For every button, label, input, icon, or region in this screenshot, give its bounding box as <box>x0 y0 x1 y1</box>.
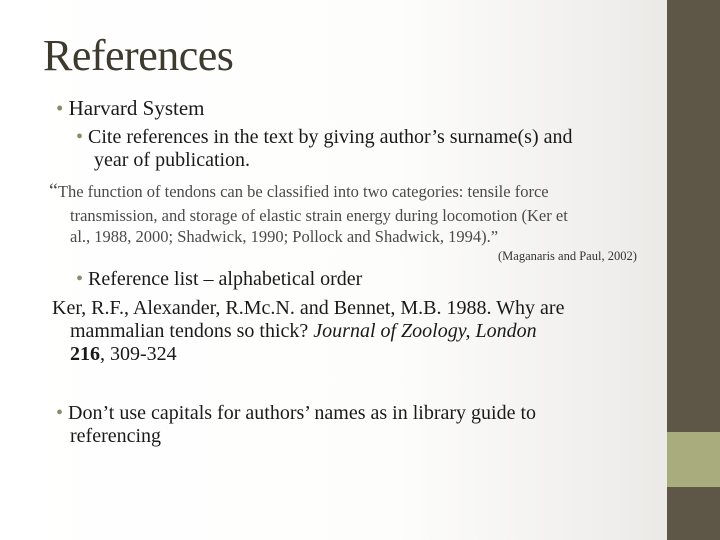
quote-text-1: The function of tendons can be classified into two categories: tensile force <box>57 182 549 201</box>
capitals-line-2: referencing <box>70 425 162 447</box>
reference-list-label: Reference list – alphabetical order <box>88 268 363 290</box>
reference-line-1: Ker, R.F., Alexander, R.Mc.N. and Bennet, M.B. 1988. Why are <box>52 297 565 319</box>
bullet-dot-icon: • <box>56 96 64 120</box>
quote-line-2: transmission, and storage of elastic strain energy during locomotion (Ker et <box>70 206 568 225</box>
slide-title: References <box>43 31 234 80</box>
quote-open-mark: “ <box>49 180 58 202</box>
sidebar-band-accent <box>667 432 720 487</box>
bullet-dot-icon: • <box>76 268 84 290</box>
bullet-capitals-note <box>56 402 536 425</box>
reference-line-3 <box>70 343 177 366</box>
cite-line-2: year of publication. <box>94 149 251 171</box>
harvard-label: Harvard System <box>68 96 205 120</box>
bullet-harvard <box>56 96 205 121</box>
journal-name: Journal of Zoology, London <box>313 320 537 342</box>
quote-line-1 <box>49 180 549 203</box>
bullet-dot-icon: • <box>76 126 84 148</box>
sidebar-band-top <box>667 0 720 432</box>
reference-title-text: mammalian tendons so thick? <box>70 320 314 342</box>
cite-line-1: Cite references in the text by giving author’s surname(s) and <box>88 126 573 148</box>
bullet-reference-list <box>76 268 362 291</box>
journal-volume: 216 <box>70 343 100 365</box>
bullet-dot-icon: • <box>56 402 64 424</box>
quote-line-3: al., 1988, 2000; Shadwick, 1990; Pollock and Shadwick, 1994).” <box>70 227 499 246</box>
sidebar-band-bottom <box>667 487 720 540</box>
reference-line-2 <box>70 320 537 343</box>
capitals-line-1: Don’t use capitals for authors’ names as in library guide to <box>68 402 537 424</box>
sub-bullet-cite <box>76 126 573 149</box>
journal-pages: , 309-324 <box>100 343 177 365</box>
quote-attribution: (Maganaris and Paul, 2002) <box>498 249 637 263</box>
